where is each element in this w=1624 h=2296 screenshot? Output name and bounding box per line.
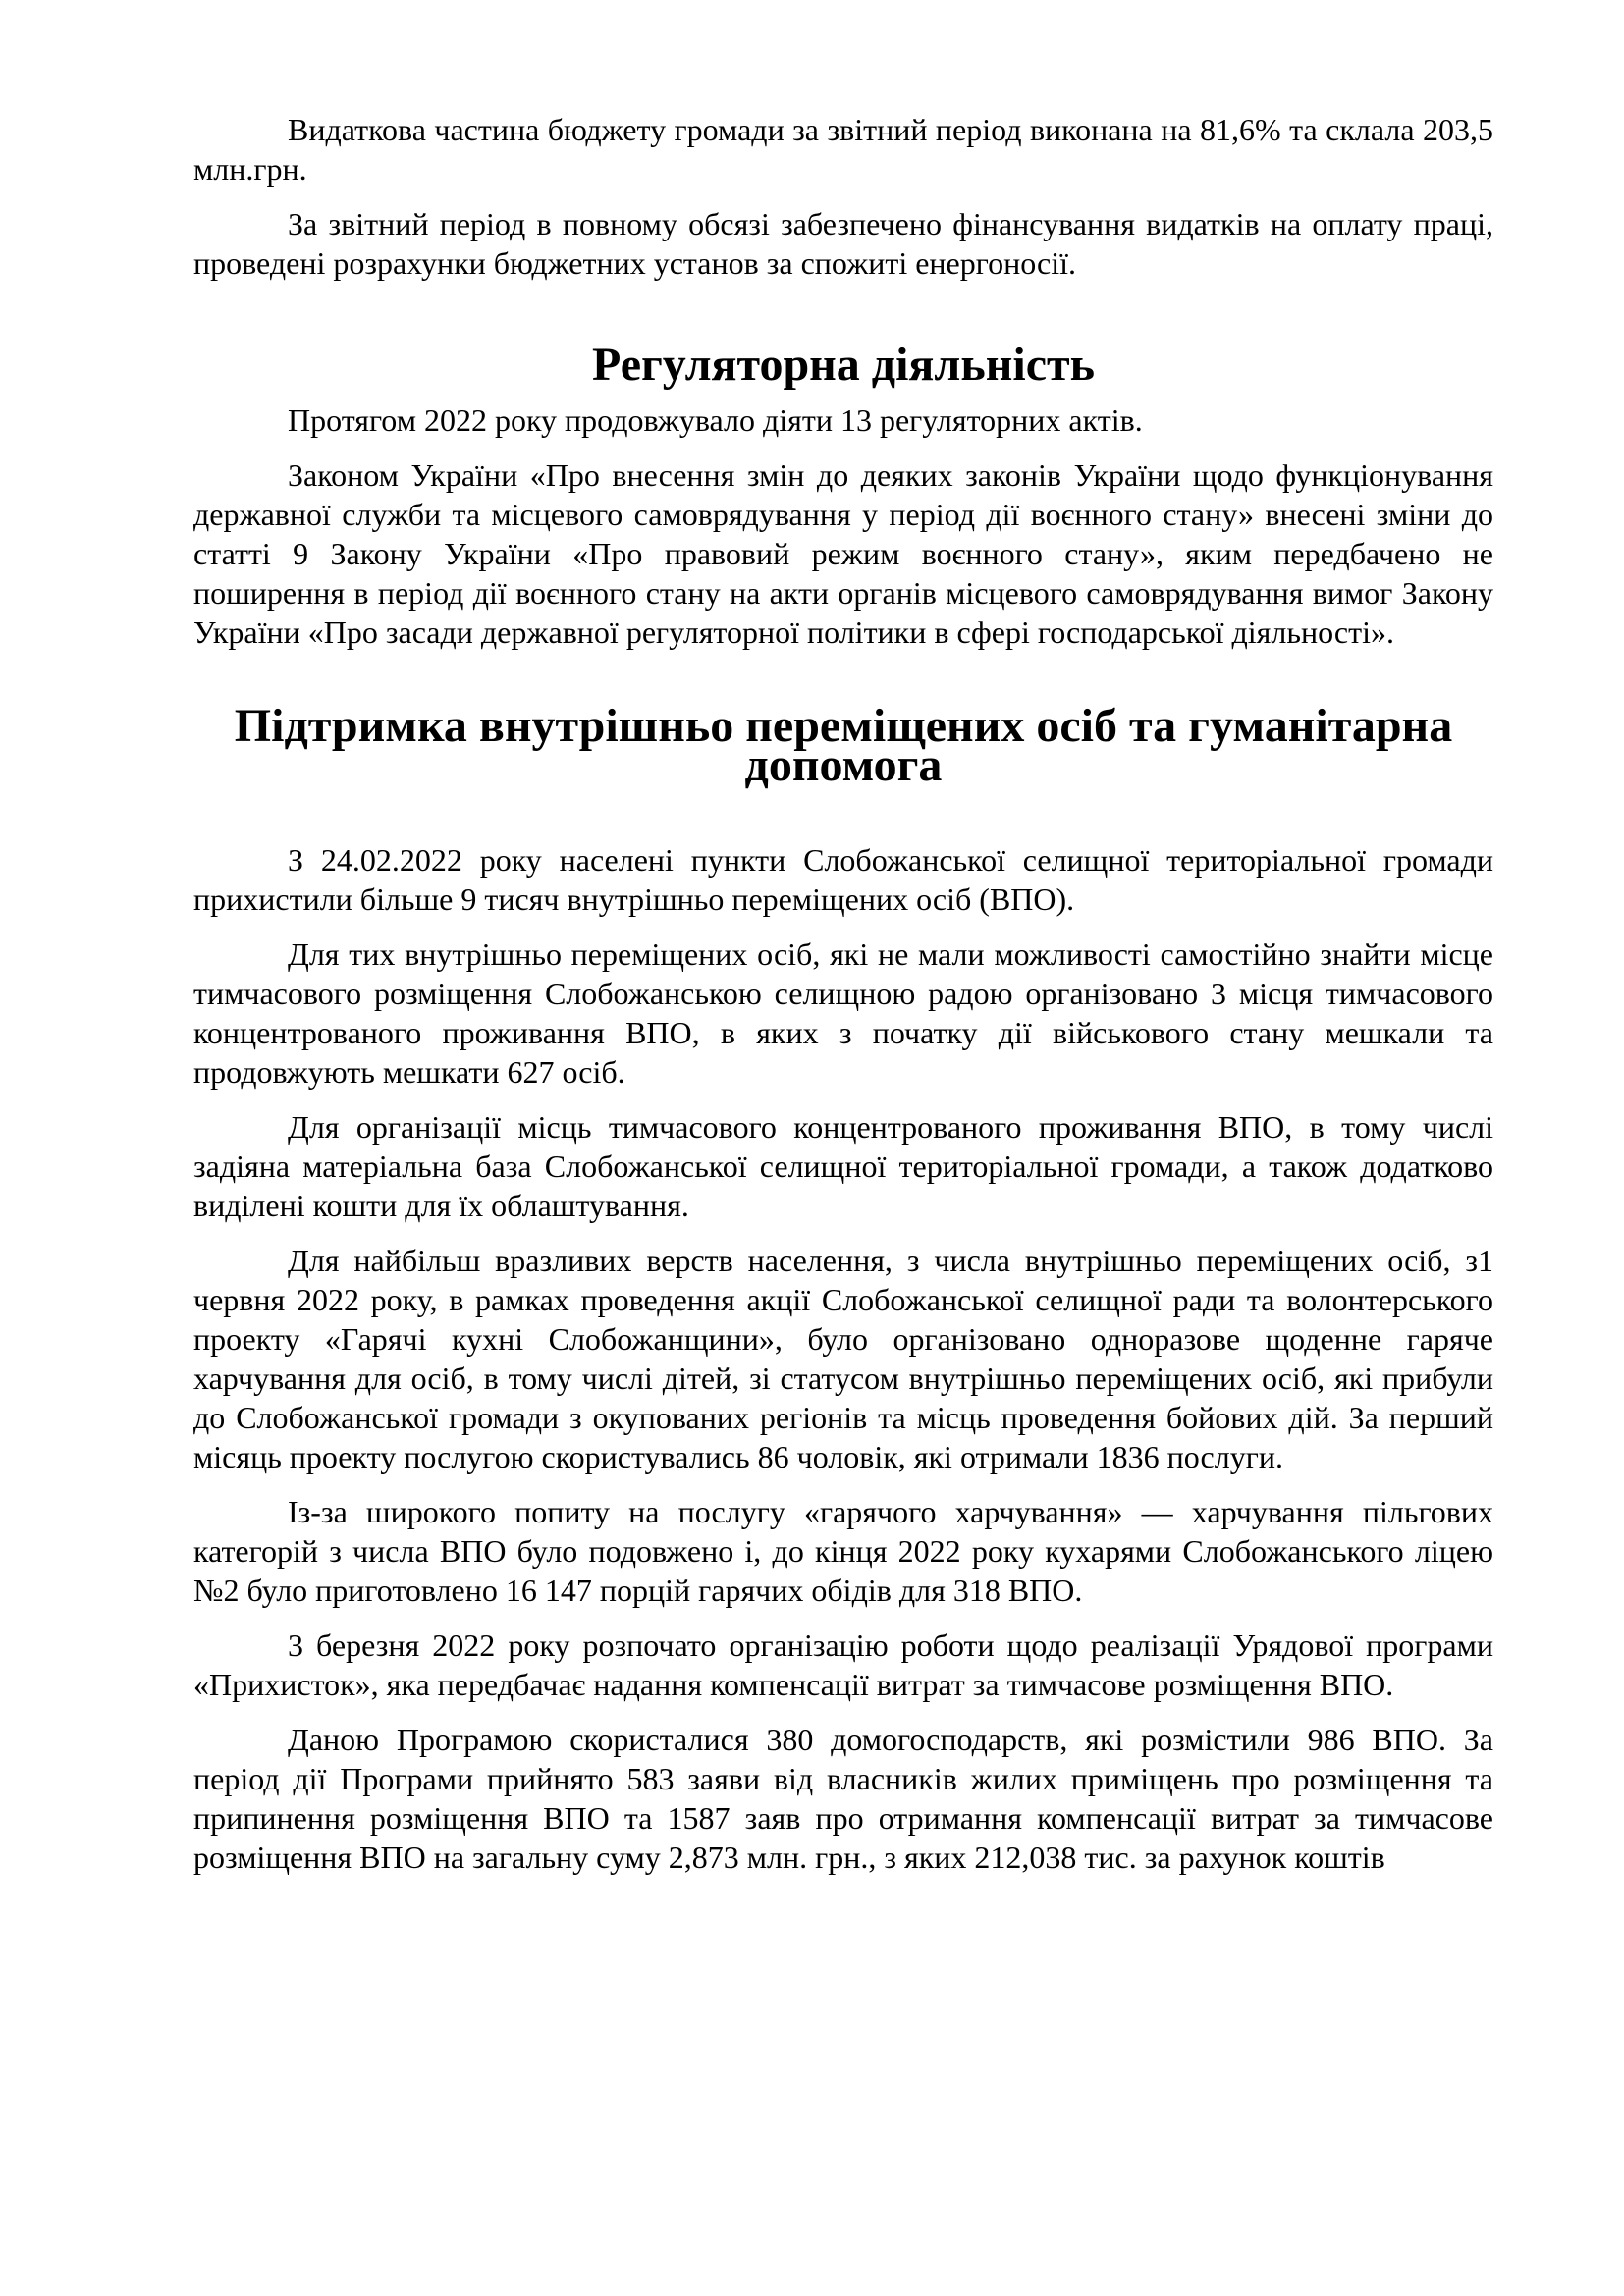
paragraph-idp-hot-meals: Для найбільш вразливих верств населення, з числа внутрішньо переміщених осіб, з1 червня 2022 року, в рамках проведення акції Слобожанської селищної ради та волонтерського проекту «Гарячі кухні Слобожанщини», було організовано одноразове щоденне гаряче харчування для осіб, в тому числі дітей, зі статусом внутрішньо переміщених осіб, які прибули до Слобожанської громади з окупованих регіонів та місць проведення бойових дій. За перший місяць проекту послугою скористувались 86 чоловік, які отримали 1836 послуги. [193,1243,1493,1474]
paragraph-idp-accommodation: Для тих внутрішньо переміщених осіб, які не мали можливості самостійно знайти місце тимчасового розміщення Слобожанською селищною радою організовано 3 місця тимчасового концентрованого проживання ВПО, в яких з початку дії військового стану мешкали та продовжують мешкати 627 осіб. [193,936,1493,1090]
heading-regulatory-activity: Регуляторна діяльність [592,339,1095,391]
document-page [193,110,1493,1877]
paragraph-idp-material-base: Для організації місць тимчасового концентрованого проживання ВПО, в тому числі задіяна матеріальна база Слобожанської селищної територіальної громади, а також додатково виділені кошти для їх облаштування. [193,1109,1493,1223]
paragraph-idp-shelter-program: 3 березня 2022 року розпочато організацію роботи щодо реалізації Урядової програми «Прихисток», яка передбачає надання компенсації витрат за тимчасове розміщення ВПО. [193,1628,1493,1702]
paragraph-idp-meals-extended: Із-за широкого попиту на послугу «гарячого харчування» — харчування пільгових категорій з числа ВПО було подовжено і, до кінця 2022 року кухарями Слобожанського ліцею №2 було приготовлено 16 147 порцій гарячих обідів для 318 ВПО. [193,1494,1493,1608]
paragraph-idp-sheltered: З 24.02.2022 року населені пункти Слобожанської селищної територіальної громади прихистили більше 9 тисяч внутрішньо переміщених осіб (ВПО). [193,842,1493,917]
paragraph-regulatory-acts: Протягом 2022 року продовжувало діяти 13 регуляторних актів. [288,402,1143,438]
paragraph-regulatory-law: Законом України «Про внесення змін до деяких законів України щодо функціонування державної служби та місцевого самоврядування у період дії воєнного стану» внесені зміни до статті 9 Закону України «Про правовий режим воєнного стану», яким передбачено не поширення в період дії воєнного стану на акти органів місцевого самоврядування вимог Закону України «Про засади державної регуляторної політики в сфері господарської діяльності». [193,457,1493,650]
paragraph-budget-financing: За звітний період в повному обсязі забезпечено фінансування видатків на оплату праці, проведені розрахунки бюджетних установ за спожиті енергоносії. [193,206,1493,281]
heading-idp-support: Підтримка внутрішньо переміщених осіб та гуманітарна допомога [234,700,1453,791]
paragraph-budget-expenditure: Видаткова частина бюджету громади за звітний період виконана на 81,6% та склала 203,5 млн.грн. [193,112,1493,187]
paragraph-idp-program-results: Даною Програмою скористалися 380 домогосподарств, які розмістили 986 ВПО. За період дії Програми прийнято 583 заяви від власників жилих приміщень про розміщення та припинення розміщення ВПО та 1587 заяв про отримання компенсації витрат за тимчасове розміщення ВПО на загальну суму 2,873 млн. грн., з яких 212,038 тис. за рахунок коштів [193,1722,1493,1875]
